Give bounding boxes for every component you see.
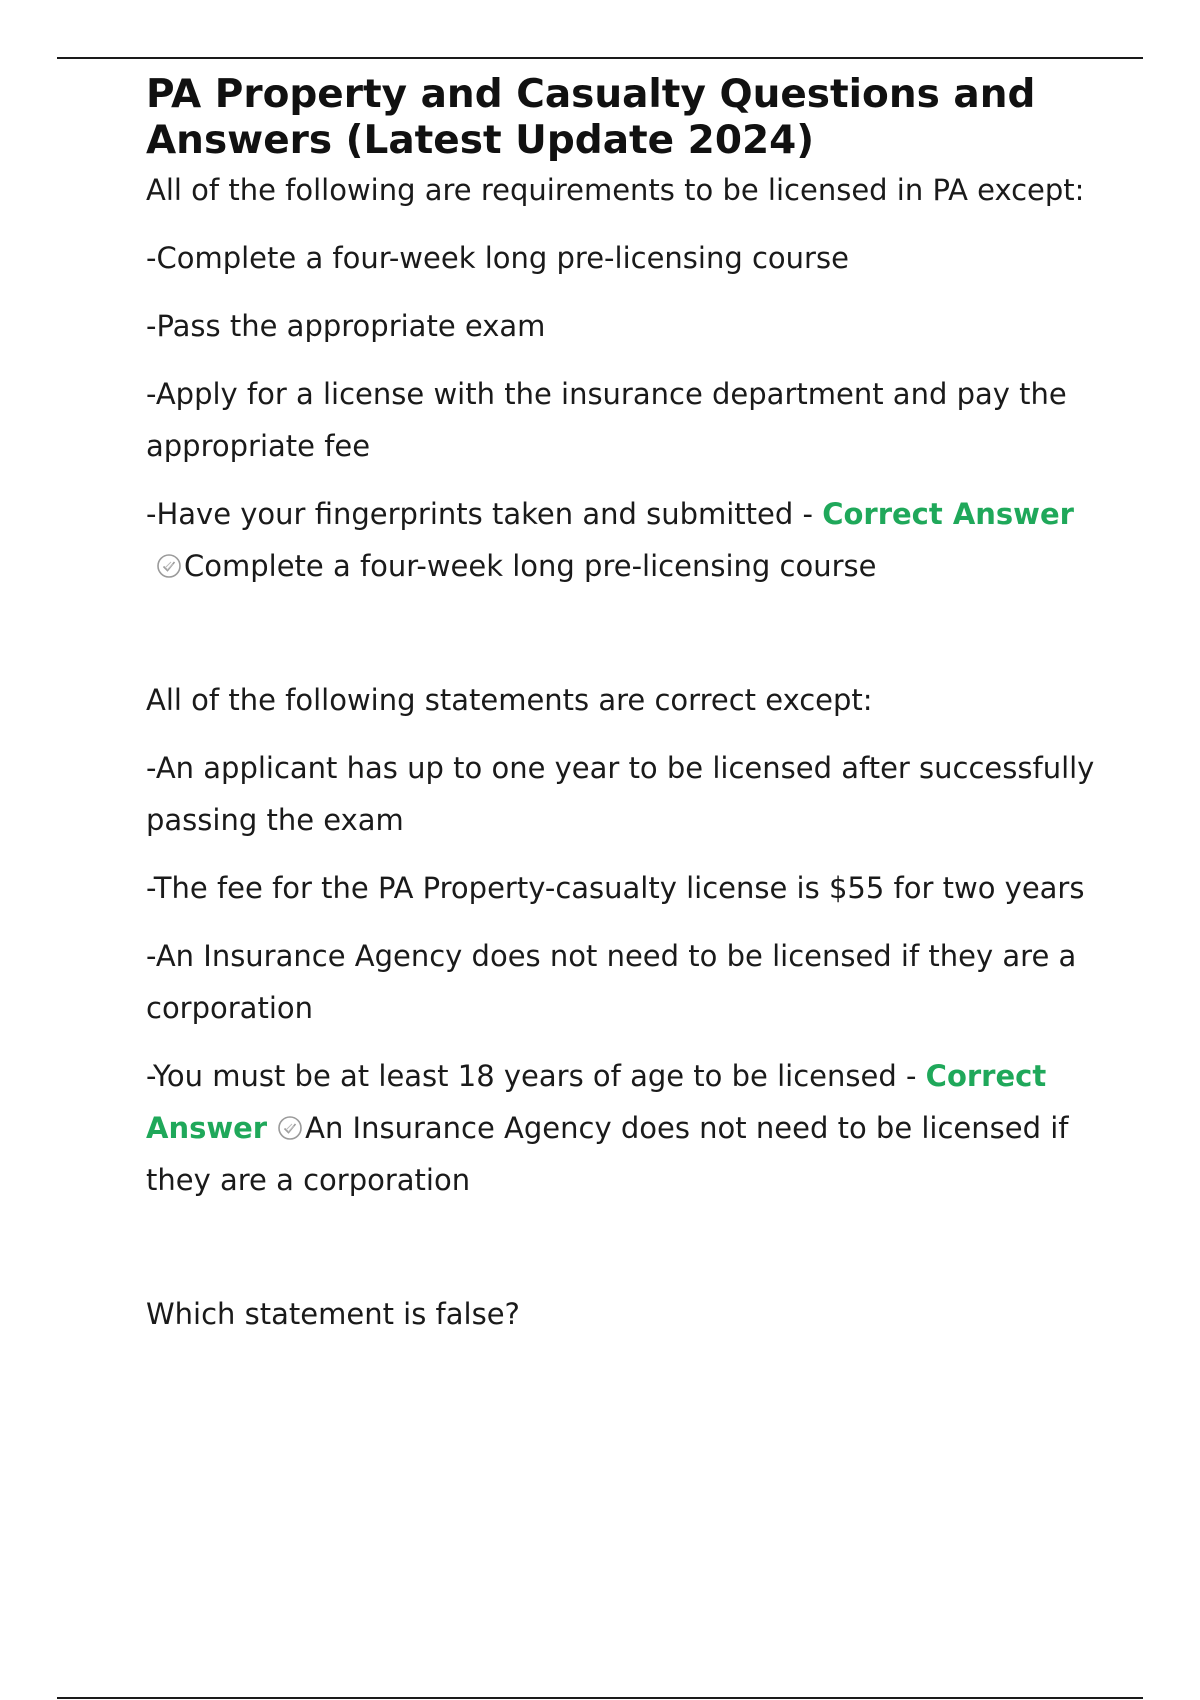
question-option: -Pass the appropriate exam bbox=[146, 309, 546, 343]
answer-text: Complete a four-week long pre-licensing course bbox=[184, 549, 877, 583]
check-circle-icon bbox=[277, 1115, 303, 1141]
question-3 bbox=[146, 1288, 1106, 1340]
question-option-with-answer bbox=[146, 488, 1106, 592]
top-rule bbox=[57, 57, 1143, 59]
title-line-2: Answers (Latest Update 2024) bbox=[146, 118, 815, 163]
title-line-1: PA Property and Casualty Questions and bbox=[146, 72, 1036, 117]
bottom-rule bbox=[57, 1697, 1143, 1699]
question-option-with-answer bbox=[146, 1050, 1106, 1206]
question-option: -An applicant has up to one year to be licensed after successfully passing the exam bbox=[146, 751, 1095, 837]
check-circle-icon bbox=[156, 553, 182, 579]
correct-answer-label: Correct Answer bbox=[822, 497, 1074, 531]
question-option: -You must be at least 18 years of age to be licensed - bbox=[146, 1059, 926, 1093]
document-body bbox=[146, 72, 1106, 1356]
question-option: -The fee for the PA Property-casualty license is $55 for two years bbox=[146, 871, 1085, 905]
document-title bbox=[146, 72, 1106, 164]
question-prompt: All of the following statements are correct except: bbox=[146, 683, 873, 717]
question-option: -Have your fingerprints taken and submitted - bbox=[146, 497, 823, 531]
question-2 bbox=[146, 674, 1106, 1206]
correct-answer-label: Correct Answer bbox=[146, 1059, 1047, 1145]
question-1 bbox=[146, 164, 1106, 592]
answer-text: An Insurance Agency does not need to be licensed if they are a corporation bbox=[146, 1111, 1069, 1197]
question-option: -Complete a four-week long pre-licensing course bbox=[146, 241, 849, 275]
question-prompt: Which statement is false? bbox=[146, 1297, 520, 1331]
question-option: -Apply for a license with the insurance department and pay the appropriate fee bbox=[146, 377, 1067, 463]
question-prompt: All of the following are requirements to be licensed in PA except: bbox=[146, 173, 1085, 207]
question-option: -An Insurance Agency does not need to be licensed if they are a corporation bbox=[146, 939, 1077, 1025]
